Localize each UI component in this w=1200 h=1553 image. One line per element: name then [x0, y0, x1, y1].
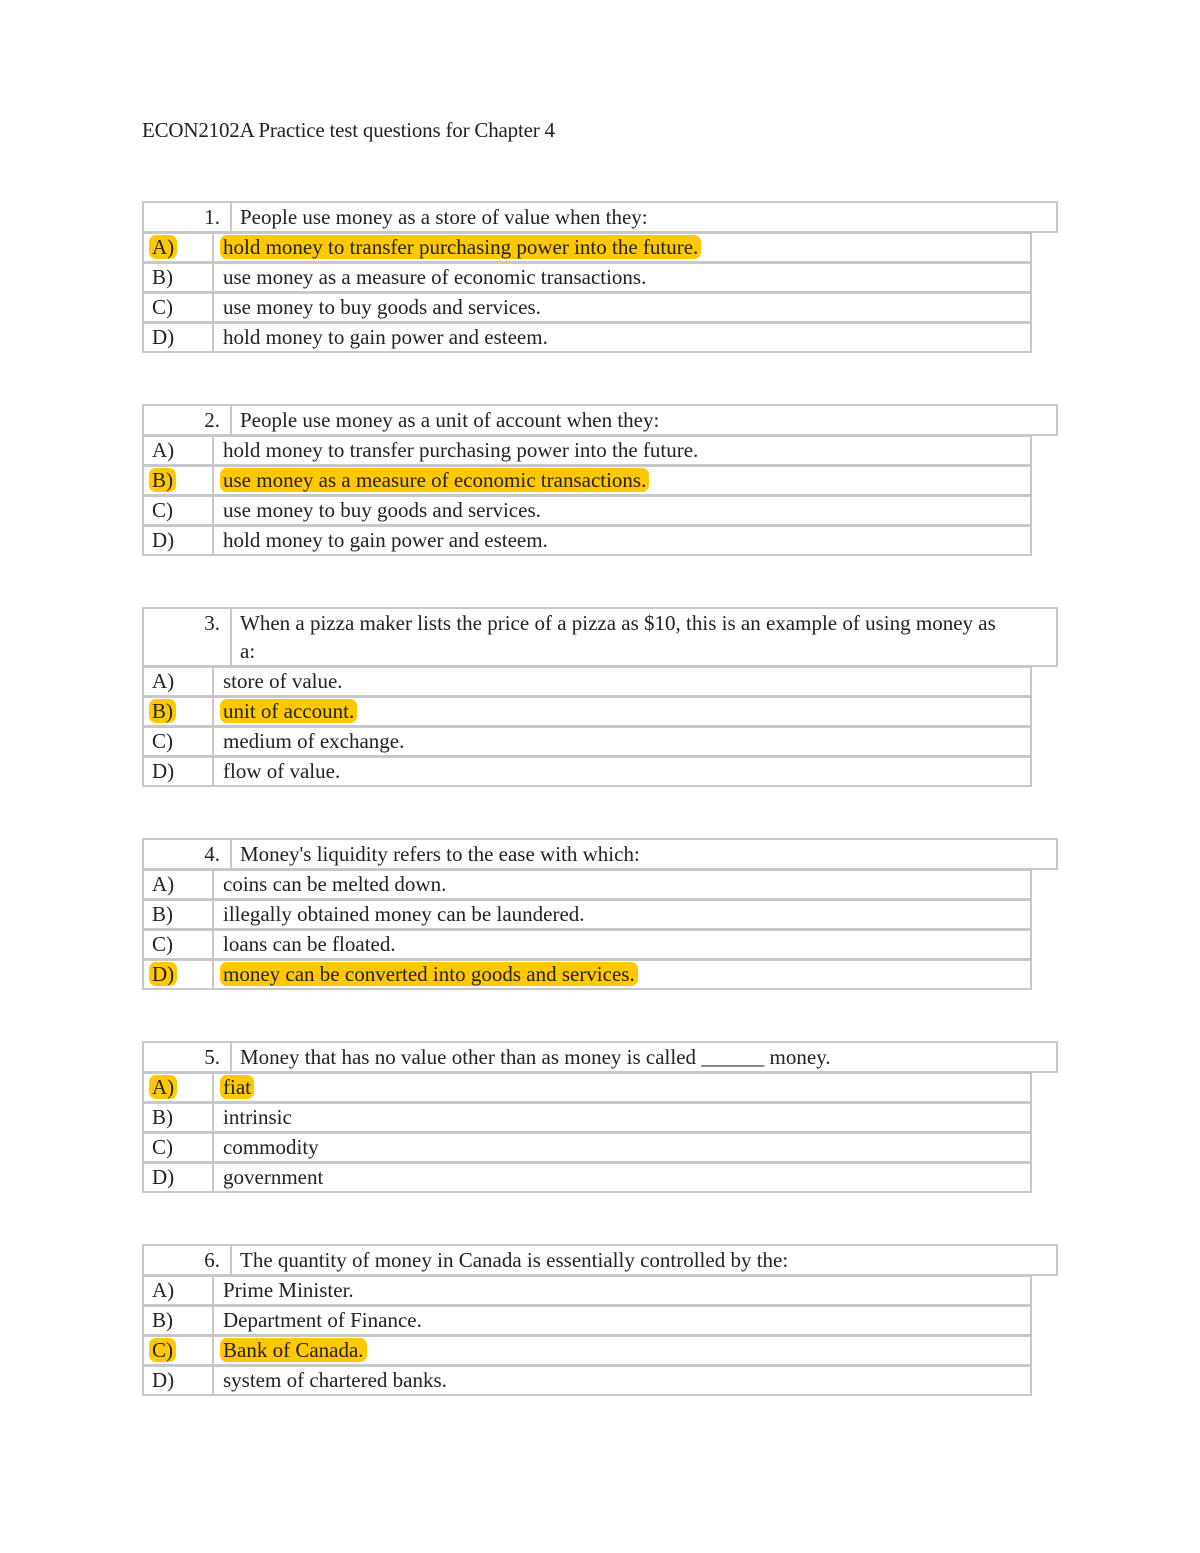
option-text: hold money to transfer purchasing power into the future. — [212, 234, 1030, 261]
option-row-b — [142, 900, 1032, 930]
option-text: flow of value. — [212, 758, 1030, 785]
option-letter: C) — [152, 498, 173, 522]
option-letter: B) — [152, 265, 173, 289]
option-text: Prime Minister. — [212, 1277, 1030, 1304]
option-letter: D) — [152, 1368, 175, 1392]
option-letter: A) — [144, 1074, 212, 1101]
question-1 — [142, 201, 1058, 353]
option-letter: A) — [152, 438, 175, 462]
question-text: People use money as a unit of account when they: — [230, 406, 1056, 434]
question-row — [142, 201, 1058, 233]
question-text: People use money as a store of value when they: — [230, 203, 1056, 231]
option-letter: C) — [152, 729, 173, 753]
option-letter: A) — [152, 872, 175, 896]
option-row-a — [142, 1276, 1032, 1306]
option-row-b — [142, 1306, 1032, 1336]
question-row — [142, 607, 1058, 667]
option-row-a — [142, 436, 1032, 466]
option-text: hold money to gain power and esteem. — [212, 324, 1030, 351]
document-title: ECON2102A Practice test questions for Chapter 4 — [142, 118, 555, 142]
option-text: money can be converted into goods and services. — [212, 961, 1030, 988]
option-letter: C) — [152, 295, 173, 319]
option-letter: A) — [144, 234, 212, 261]
question-text: When a pizza maker lists the price of a pizza as $10, this is an example of using money as a: — [230, 609, 1056, 665]
option-text: use money to buy goods and services. — [212, 497, 1030, 524]
option-row-c — [142, 1133, 1032, 1163]
question-row — [142, 1041, 1058, 1073]
question-4 — [142, 838, 1058, 990]
option-letter: B) — [144, 467, 212, 494]
option-row-c — [142, 496, 1032, 526]
option-text: unit of account. — [212, 698, 1030, 725]
question-6 — [142, 1244, 1058, 1396]
option-letter: B) — [144, 698, 212, 725]
option-text: illegally obtained money can be laundered. — [212, 901, 1030, 928]
option-text: Department of Finance. — [212, 1307, 1030, 1334]
question-number: 1. — [204, 205, 220, 229]
question-text: Money that has no value other than as money is called ______ money. — [230, 1043, 1056, 1071]
question-number: 2. — [204, 408, 220, 432]
option-row-a — [142, 870, 1032, 900]
option-row-b — [142, 697, 1032, 727]
question-text: The quantity of money in Canada is essentially controlled by the: — [230, 1246, 1056, 1274]
option-text: fiat — [212, 1074, 1030, 1101]
option-letter: D) — [152, 528, 175, 552]
question-row — [142, 1244, 1058, 1276]
option-text: Bank of Canada. — [212, 1337, 1030, 1364]
question-number: 5. — [204, 1045, 220, 1069]
option-letter: D) — [152, 759, 175, 783]
question-3 — [142, 607, 1058, 787]
question-number: 4. — [204, 842, 220, 866]
option-row-a — [142, 667, 1032, 697]
option-row-a — [142, 233, 1032, 263]
option-letter: D) — [152, 325, 175, 349]
option-row-c — [142, 727, 1032, 757]
option-text: loans can be floated. — [212, 931, 1030, 958]
option-text: store of value. — [212, 668, 1030, 695]
option-row-b — [142, 263, 1032, 293]
option-text: system of chartered banks. — [212, 1367, 1030, 1394]
option-row-d — [142, 1366, 1032, 1396]
question-number: 6. — [204, 1248, 220, 1272]
option-text: coins can be melted down. — [212, 871, 1030, 898]
option-row-d — [142, 757, 1032, 787]
option-letter: B) — [152, 1308, 173, 1332]
option-text: use money as a measure of economic transactions. — [212, 467, 1030, 494]
option-text: government — [212, 1164, 1030, 1191]
question-row — [142, 404, 1058, 436]
option-text: use money to buy goods and services. — [212, 294, 1030, 321]
option-letter: A) — [152, 669, 175, 693]
option-letter: D) — [152, 1165, 175, 1189]
option-letter: C) — [144, 1337, 212, 1364]
option-row-d — [142, 323, 1032, 353]
option-text: hold money to transfer purchasing power into the future. — [212, 437, 1030, 464]
option-row-c — [142, 293, 1032, 323]
option-letter: A) — [152, 1278, 175, 1302]
option-row-d — [142, 960, 1032, 990]
option-row-c — [142, 1336, 1032, 1366]
option-text: hold money to gain power and esteem. — [212, 527, 1030, 554]
option-row-a — [142, 1073, 1032, 1103]
option-letter: C) — [152, 1135, 173, 1159]
question-2 — [142, 404, 1058, 556]
question-5 — [142, 1041, 1058, 1193]
option-letter: B) — [152, 902, 173, 926]
question-row — [142, 838, 1058, 870]
option-letter: B) — [152, 1105, 173, 1129]
option-letter: D) — [144, 961, 212, 988]
option-text: medium of exchange. — [212, 728, 1030, 755]
option-row-b — [142, 1103, 1032, 1133]
option-row-d — [142, 526, 1032, 556]
option-letter: C) — [152, 932, 173, 956]
option-text: commodity — [212, 1134, 1030, 1161]
question-text: Money's liquidity refers to the ease with which: — [230, 840, 1056, 868]
option-row-d — [142, 1163, 1032, 1193]
option-text: intrinsic — [212, 1104, 1030, 1131]
option-row-c — [142, 930, 1032, 960]
question-number: 3. — [204, 611, 220, 635]
option-row-b — [142, 466, 1032, 496]
option-text: use money as a measure of economic transactions. — [212, 264, 1030, 291]
